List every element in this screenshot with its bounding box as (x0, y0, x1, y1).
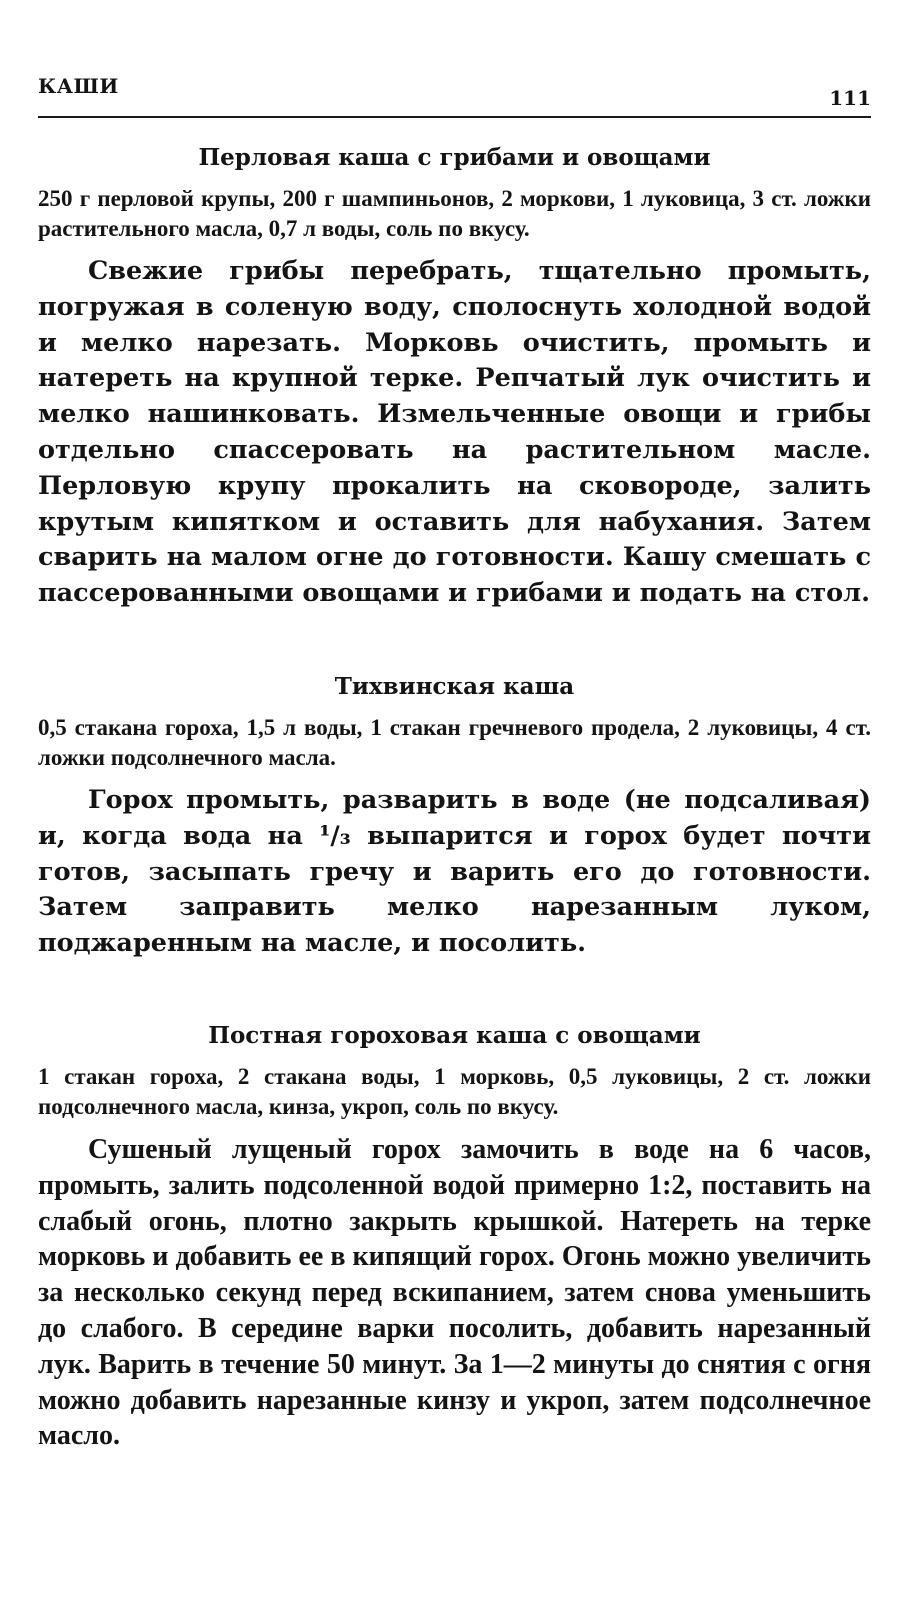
recipe-method: Горох промыть, разварить в воде (не подсаливая) и, когда вода на ¹/₃ выпарится и горох будет почти готов, засыпать гречу и варить его до готовности. Затем заправить мелко нарезанным луком, поджаренным на масле, и посолить. (38, 785, 871, 959)
running-head: КАШИ (38, 74, 119, 98)
recipe-method: Свежие грибы перебрать, тщательно промыть, погружая в соленую воду, сполоснуть холодной водой и мелко нарезать. Морковь очистить, промыть и натереть на крупной терке. Репчатый лук очистить и мелко нашинковать. Измельченные овощи и грибы отдельно спассеровать на растительном масле. Перловую крупу прокалить на сковороде, залить крутым кипятком и оставить для набухания. Затем сварить на малом огне до готовности. Кашу смешать с пассерованными овощами и грибами и подать на стол. (38, 256, 871, 609)
recipe-pearl-barley (38, 142, 871, 612)
recipe-ingredients: 1 стакан гороха, 2 стакана воды, 1 морковь, 0,5 луковицы, 2 ст. ложки подсолнечного масла, кинза, укроп, соль по вкусу. (38, 1064, 871, 1119)
recipe-ingredients: 0,5 стакана гороха, 1,5 л воды, 1 стакан гречневого продела, 2 луковицы, 4 ст. ложки подсолнечного масла. (38, 715, 871, 770)
recipe-ingredients: 250 г перловой крупы, 200 г шампиньонов, 2 моркови, 1 луковица, 3 ст. ложки растительного масла, 0,7 л воды, соль по вкусу. (38, 186, 871, 241)
header-rule (38, 116, 871, 118)
recipe-title: Перловая каша с грибами и овощами (198, 144, 711, 171)
page-number: 111 (829, 86, 871, 110)
recipe-lenten-pea (38, 1020, 871, 1454)
recipe-title: Тихвинская каша (334, 673, 575, 700)
recipe-title: Постная гороховая каша с овощами (208, 1022, 701, 1049)
recipe-method: Сушеный лущеный горох замочить в воде на 6 часов, промыть, залить подсоленной водой примерно 1:2, поставить на слабый огонь, плотно закрыть крышкой. Натереть на терке морковь и добавить ее в кипящий горох. Огонь можно увеличить за несколько секунд перед вскипанием, затем снова уменьшить до слабого. В середине варки посолить, добавить нарезанный лук. Варить в течение 50 минут. За 1—2 минуты до снятия с огня можно добавить нарезанные кинзу и укроп, затем подсолнечное масло. (38, 1134, 871, 1452)
recipe-tikhvin (38, 671, 871, 962)
